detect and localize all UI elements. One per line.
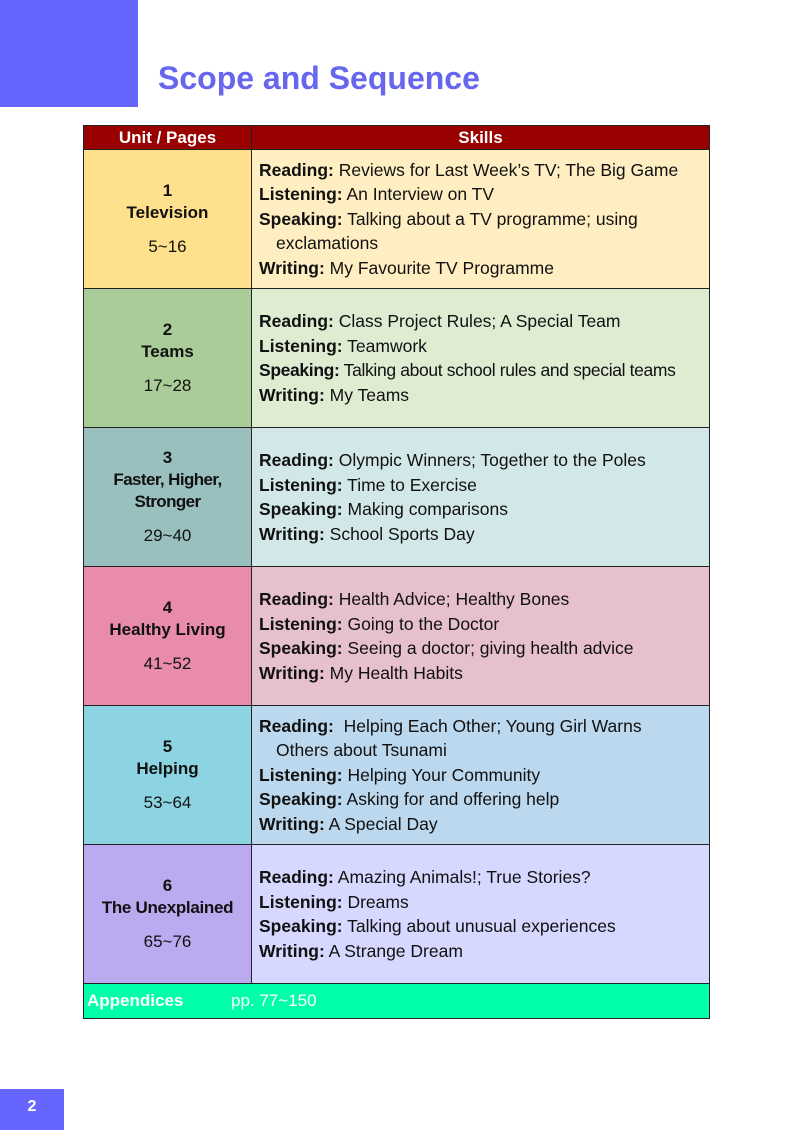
skill-speaking (259, 787, 705, 812)
corner-accent-block (0, 0, 138, 107)
appendix-label: Appendices (87, 991, 184, 1010)
skill-label: Speaking: (259, 789, 343, 810)
skill-writing (259, 522, 705, 547)
unit-number: 1 (162, 181, 173, 200)
unit-name: Teams (141, 342, 194, 361)
skill-speaking (259, 636, 705, 661)
skill-text: An Interview on TV (342, 184, 495, 205)
scope-sequence-table (83, 125, 710, 1019)
skill-text: Olympic Winners; Together to the Poles (333, 450, 646, 470)
skills-cell (252, 706, 710, 845)
skill-label: Writing: (259, 662, 325, 683)
skill-label: Writing: (259, 940, 325, 961)
skill-listening (259, 334, 705, 359)
unit-name-line-2: Stronger (134, 492, 201, 511)
skill-speaking (259, 207, 705, 232)
unit-row-4 (84, 567, 710, 706)
skill-text: Seeing a doctor; giving health advice (342, 638, 634, 658)
skill-label: Reading: (259, 715, 334, 736)
unit-row-3 (84, 428, 710, 567)
skill-listening (259, 182, 705, 207)
skills-cell (252, 428, 710, 567)
skill-text: Health Advice; Healthy Bones (333, 589, 570, 609)
skill-text: Dreams (342, 891, 409, 912)
unit-number: 5 (162, 737, 173, 756)
skill-text: A Strange Dream (324, 940, 463, 961)
unit-cell (84, 150, 252, 289)
unit-row-1 (84, 150, 710, 289)
skill-listening (259, 890, 705, 915)
unit-name: Helping (136, 759, 199, 778)
skill-listening (259, 473, 705, 498)
skills-cell (252, 150, 710, 289)
skill-text: My Health Habits (324, 662, 463, 683)
page-number: 2 (0, 1089, 64, 1130)
skill-reading (259, 865, 705, 890)
skills-cell (252, 289, 710, 428)
unit-cell (84, 567, 252, 706)
skill-label: Writing: (259, 813, 325, 834)
skill-label: Speaking: (259, 499, 343, 519)
table-header-row (84, 126, 710, 150)
column-header-skills: Skills (252, 126, 710, 150)
skill-text: Asking for and offering help (342, 789, 560, 810)
skill-label: Listening: (259, 764, 343, 785)
skill-text: Time to Exercise (342, 474, 477, 495)
skill-label: Speaking: (259, 916, 343, 936)
skill-speaking (259, 358, 705, 383)
skill-text: A Special Day (324, 813, 438, 834)
skill-label: Writing: (259, 257, 325, 278)
skill-text: Class Project Rules; A Special Team (333, 311, 621, 331)
skill-label: Reading: (259, 867, 334, 887)
appendix-row (84, 984, 710, 1019)
unit-row-5 (84, 706, 710, 845)
skill-label: Speaking: (259, 208, 343, 229)
skill-reading (259, 587, 705, 612)
unit-name: Faster, Higher, (113, 470, 222, 489)
skill-label: Listening: (259, 335, 343, 356)
unit-cell (84, 845, 252, 984)
unit-pages: 53~64 (143, 793, 192, 812)
unit-pages: 41~52 (143, 654, 192, 673)
skill-label: Listening: (259, 474, 343, 495)
unit-name: Healthy Living (109, 620, 226, 639)
skill-writing (259, 812, 705, 837)
skill-writing (259, 661, 705, 686)
unit-pages: 5~16 (148, 237, 187, 256)
skill-text: Teamwork (342, 335, 427, 356)
skill-text: Making comparisons (342, 499, 508, 519)
unit-number: 6 (162, 876, 173, 895)
skill-text: Reviews for Last Week’s TV; The Big Game (333, 159, 679, 180)
skill-text: My Favourite TV Programme (324, 257, 554, 278)
skill-label: Reading: (259, 311, 334, 331)
skill-text: Talking about a TV programme; using (342, 208, 638, 229)
skill-text: School Sports Day (324, 523, 475, 544)
unit-pages: 17~28 (143, 376, 192, 395)
unit-pages: 65~76 (143, 932, 192, 951)
skill-reading (259, 158, 705, 183)
skill-label: Reading: (259, 589, 334, 609)
skill-text: Talking about unusual experiences (342, 916, 616, 936)
skill-text: My Teams (324, 384, 410, 405)
skill-label: Writing: (259, 384, 325, 405)
unit-cell (84, 428, 252, 567)
skill-speaking (259, 914, 705, 939)
skill-label: Reading: (259, 450, 334, 470)
unit-row-2 (84, 289, 710, 428)
skill-speaking (259, 497, 705, 522)
skill-continuation: exclamations (276, 233, 379, 254)
column-header-unit-pages: Unit / Pages (84, 126, 252, 150)
skill-reading (259, 714, 705, 739)
skills-cell (252, 845, 710, 984)
appendix-pages: pp. 77~150 (231, 991, 317, 1010)
skill-text: Going to the Doctor (342, 613, 500, 634)
skill-label: Reading: (259, 159, 334, 180)
page-title: Scope and Sequence (158, 60, 480, 96)
skills-cell (252, 567, 710, 706)
appendix-cell (84, 984, 710, 1019)
unit-name: The Unexplained (101, 898, 234, 917)
unit-number: 4 (162, 598, 173, 617)
skill-listening (259, 612, 705, 637)
skill-label: Listening: (259, 613, 343, 634)
skill-label: Writing: (259, 523, 325, 544)
unit-name: Television (126, 203, 209, 222)
unit-pages: 29~40 (143, 526, 192, 545)
unit-number: 3 (162, 448, 173, 467)
skill-label: Listening: (259, 184, 343, 205)
skill-reading (259, 448, 705, 473)
skill-listening (259, 763, 705, 788)
skill-continuation: Others about Tsunami (276, 740, 447, 761)
skill-writing (259, 256, 705, 281)
skill-reading (259, 309, 705, 334)
unit-cell (84, 289, 252, 428)
skill-writing (259, 383, 705, 408)
skill-writing (259, 939, 705, 964)
skill-text: Talking about school rules and special teams (339, 360, 676, 380)
unit-row-6 (84, 845, 710, 984)
skill-label: Listening: (259, 891, 343, 912)
unit-cell (84, 706, 252, 845)
skill-text: Helping Each Other; Young Girl Warns (333, 715, 642, 736)
unit-number: 2 (162, 320, 173, 339)
skill-text: Amazing Animals!; True Stories? (333, 867, 591, 887)
skill-label: Speaking: (259, 638, 343, 658)
skill-label: Speaking: (259, 360, 340, 380)
skill-text: Helping Your Community (342, 764, 541, 785)
